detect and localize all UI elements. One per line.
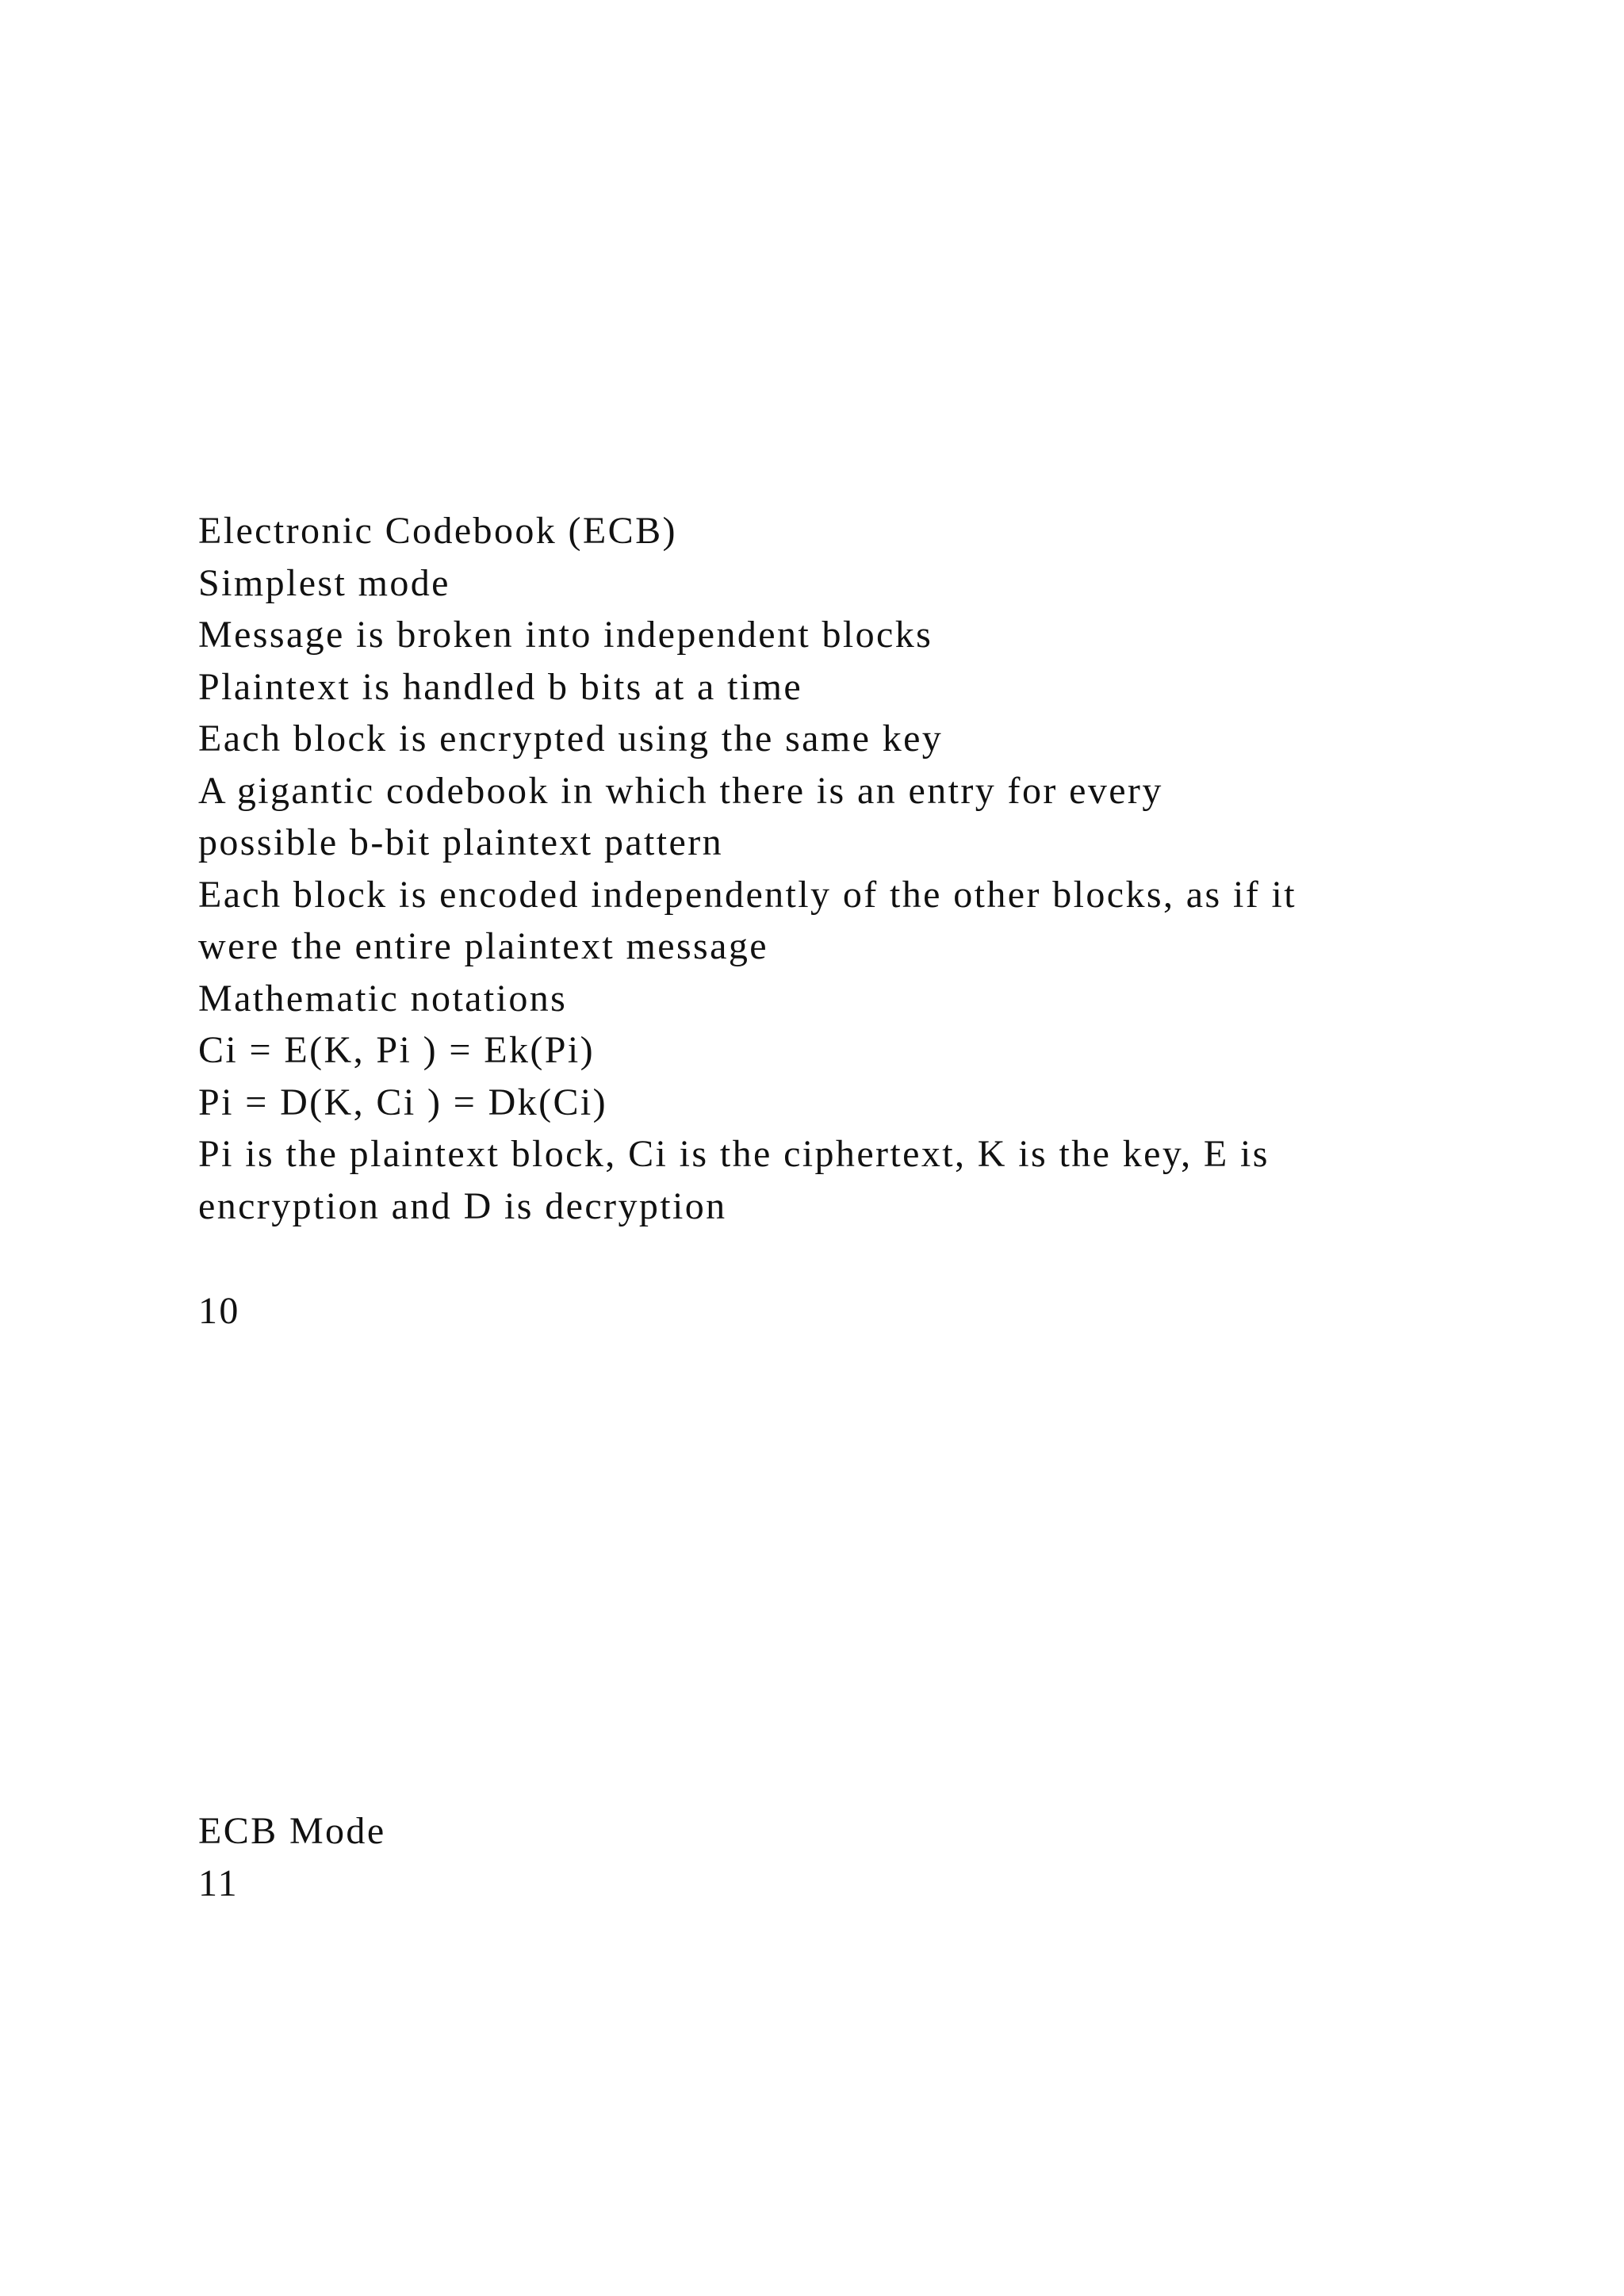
text-line: possible b-bit plaintext pattern: [198, 821, 724, 863]
text-line: Mathematic notations: [198, 977, 568, 1020]
text-line: were the entire plaintext message: [198, 925, 768, 967]
text-line: Each block is encoded independently of the other blocks, as if it: [198, 873, 1297, 916]
page-number-text: 11: [198, 1862, 239, 1904]
text-line: Message is broken into independent blocks: [198, 614, 933, 656]
text-line: Pi is the plaintext block, Ci is the ciphertext, K is the key, E is: [198, 1133, 1270, 1175]
page-number: [198, 1285, 1499, 1337]
slide-title: ECB Mode: [198, 1810, 386, 1852]
formula-decryption: Pi = D(K, Ci ) = Dk(Ci): [198, 1081, 608, 1123]
text-line: A gigantic codebook in which there is an entry for every: [198, 769, 1163, 812]
text-line: encryption and D is decryption: [198, 1184, 727, 1227]
formula-encryption: Ci = E(K, Pi ) = Ek(Pi): [198, 1029, 595, 1071]
ecb-notes-section: [198, 505, 1499, 1232]
text-line: Simplest mode: [198, 561, 450, 604]
next-slide-section: [198, 1805, 1499, 1909]
page-number-text: 10: [198, 1290, 240, 1332]
text-line: Each block is encrypted using the same key: [198, 718, 944, 760]
text-line: Plaintext is handled b bits at a time: [198, 665, 803, 708]
section-heading: Electronic Codebook (ECB): [198, 510, 677, 552]
